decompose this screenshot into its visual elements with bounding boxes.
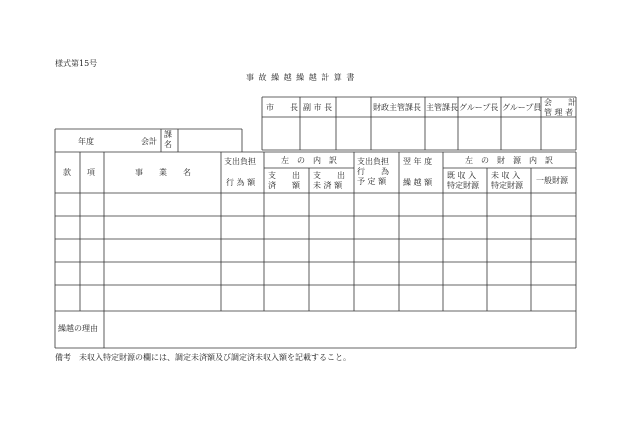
- section-name-label: 課名: [164, 130, 172, 149]
- approval-finance-manager: 財政主管課長: [373, 103, 421, 112]
- form-number: 様式第15号: [55, 59, 98, 68]
- approval-group-leader: グループ長: [459, 103, 499, 112]
- footnote: 備考 未収入特定財源の欄には、調定未済額及び調定済未収入額を記載すること。: [55, 353, 351, 362]
- col-project-name: 事 業 名: [135, 168, 191, 177]
- approval-mayor: 市 長: [266, 103, 298, 112]
- col-funding: 左 の 財 源 内 訳: [465, 156, 553, 165]
- col-next-year-1: 翌 年 度: [403, 157, 433, 166]
- col-unreceived-1: 未 収 入: [491, 171, 521, 180]
- col-general: 一般財源: [536, 176, 568, 185]
- col-planned-1: 支出負担: [357, 157, 389, 166]
- approval-accounting-1: 会 計: [544, 98, 576, 107]
- col-paid-1: 支 出: [268, 171, 300, 180]
- fiscal-year-label: 年度: [78, 137, 94, 146]
- col-commitment-2: 行 為 額: [226, 178, 256, 187]
- col-received-2: 特定財源: [447, 181, 479, 190]
- col-commitment-1: 支出負担: [224, 157, 256, 166]
- col-planned-3: 予 定 額: [357, 177, 387, 186]
- col-breakdown: 左 の 内 訳: [281, 156, 337, 165]
- col-unpaid-1: 支 出: [313, 171, 345, 180]
- col-unpaid-2: 未 済 額: [313, 181, 343, 190]
- approval-vice-mayor: 副 市 長: [303, 103, 333, 112]
- data-rows-area[interactable]: [56, 194, 575, 310]
- approval-accounting-2: 管 理 者: [544, 108, 574, 117]
- col-planned-2: 行 為: [357, 167, 389, 176]
- col-paid-2: 済 額: [268, 181, 300, 190]
- account-label: 会計: [141, 137, 157, 146]
- page-title: 事 故 繰 越 繰 越 計 算 書: [246, 73, 356, 82]
- reason-label: 繰越の理由: [58, 324, 98, 333]
- col-received-1: 既 収 入: [447, 171, 477, 180]
- approval-group-member: グループ員: [502, 103, 542, 112]
- col-item: 款: [63, 168, 71, 177]
- approval-section-manager: 主管課長: [426, 103, 458, 112]
- col-unreceived-2: 特定財源: [491, 181, 523, 190]
- col-sub-item: 項: [87, 168, 95, 177]
- col-next-year-2: 繰 越 額: [403, 178, 433, 187]
- reason-field[interactable]: [105, 312, 575, 347]
